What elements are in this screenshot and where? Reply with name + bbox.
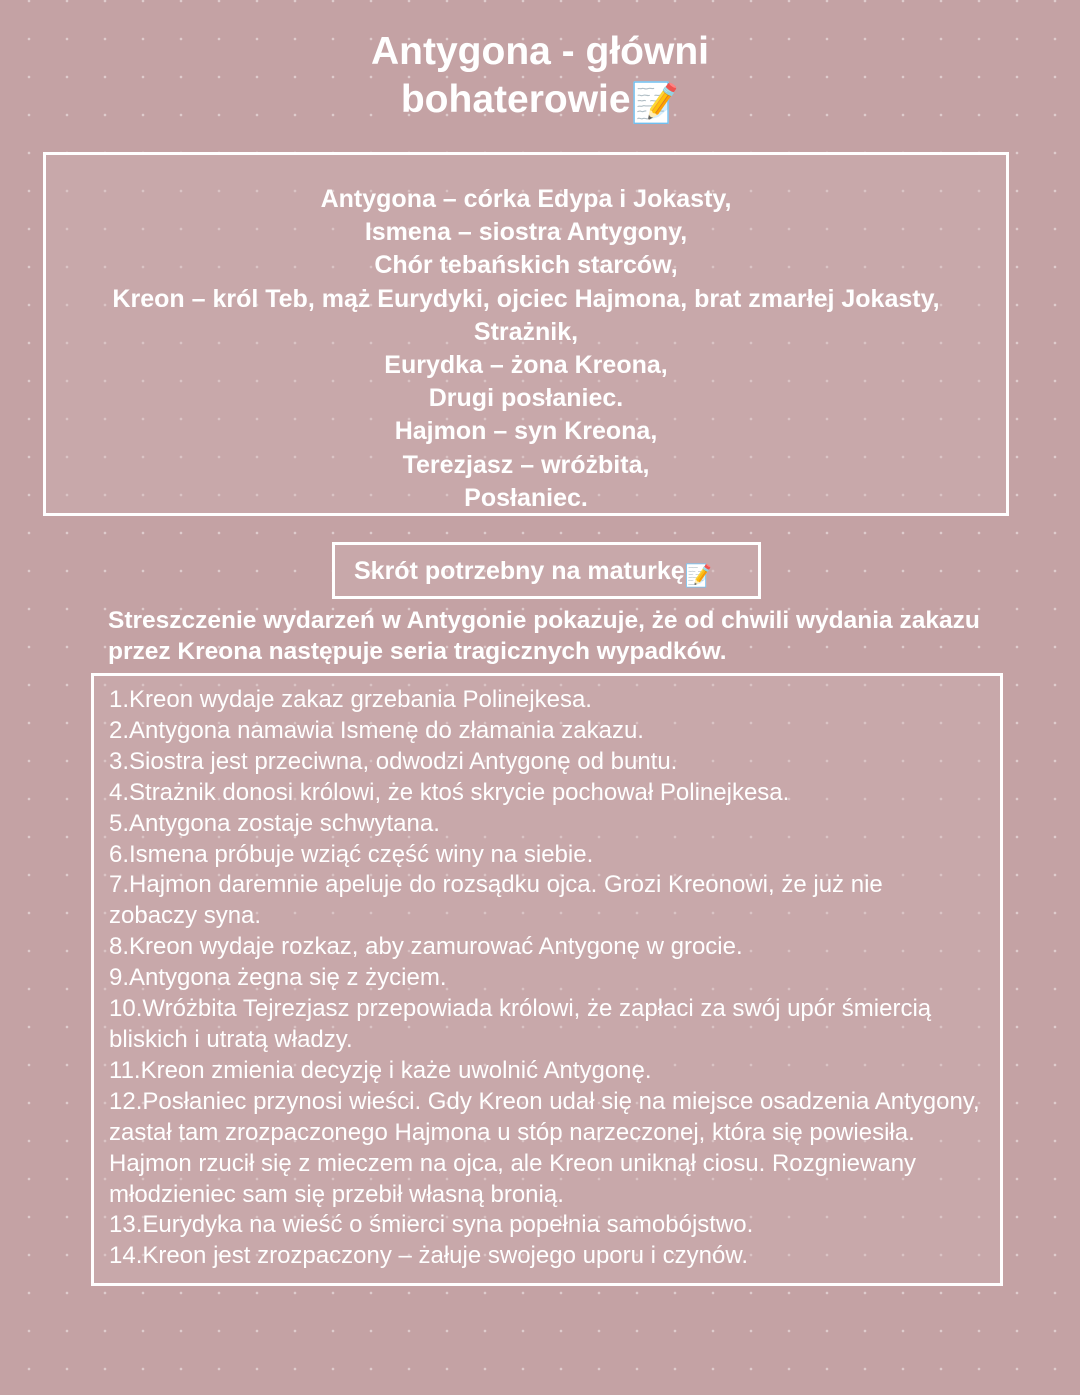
event-item: 1.Kreon wydaje zakaz grzebania Polinejkesa. xyxy=(109,686,592,713)
page-title xyxy=(0,28,1080,128)
summary-intro: Streszczenie wydarzeń w Antygonie pokazuje, że od chwili wydania zakazu przez Kreona następuje seria tragicznych wypadków. xyxy=(108,607,980,665)
event-item: 2.Antygona namawia Ismenę do złamania zakazu. xyxy=(109,716,644,744)
character-item: Hajmon – syn Kreona, xyxy=(394,417,658,446)
characters-box xyxy=(43,152,1009,516)
event-item: 8.Kreon wydaje rozkaz, aby zamurować Antygonę w grocie. xyxy=(109,933,743,961)
summary-heading: Skrót potrzebny na maturkę xyxy=(354,557,685,585)
character-item: Terezjasz – wróżbita, xyxy=(402,450,650,479)
event-item: 4.Strażnik donosi królowi, że ktoś skrycie pochował Polinejkesa. xyxy=(109,778,790,806)
event-item: 7.Hajmon daremnie apeluje do rozsądku ojca. Grozi Kreonowi, że już nie zobaczy syna. xyxy=(109,871,890,930)
events-list xyxy=(91,673,1003,1286)
title-line-1: Antygona - główni xyxy=(371,30,709,73)
character-item: Strażnik, xyxy=(473,317,579,346)
character-item: Drugi posłaniec. xyxy=(428,384,624,413)
title-line-2: bohaterowie xyxy=(400,78,631,121)
summary-heading-box xyxy=(332,542,761,599)
character-item: Chór tebańskich starców, xyxy=(374,251,678,280)
event-item: 13.Eurydyka na wieść o śmierci syna popełnia samobójstwo. xyxy=(109,1211,754,1239)
event-item: 9.Antygona żegna się z życiem. xyxy=(109,964,447,992)
event-item: 11.Kreon zmienia decyzję i każe uwolnić Antygonę. xyxy=(109,1056,652,1084)
event-item: 12.Posłaniec przynosi wieści. Gdy Kreon udał się na miejsce osadzenia Antygony, zastał tam zrozpaczonego Hajmona u stóp narzeczonej, która się powiesiła. Hajmon rzucił się z mieczem na ojca, ale Kreon uniknął ciosu. Rozgniewany młodzieniec sam się przebił własną bronią. xyxy=(109,1087,987,1208)
character-item: Ismena – siostra Antygony, xyxy=(364,218,688,247)
memo-icon: 📝 xyxy=(630,82,680,125)
character-item: Kreon – król Teb, mąż Eurydyki, ojciec Hajmona, brat zmarłej Jokasty, xyxy=(112,284,940,313)
character-item: Posłaniec. xyxy=(464,483,588,512)
event-item: 10.Wróżbita Tejrezjasz przepowiada królowi, że zapłaci za swój upór śmiercią bliskich i utratą władzy. xyxy=(109,995,938,1053)
event-item: 3.Siostra jest przeciwna, odwodzi Antygonę od buntu. xyxy=(109,747,678,775)
event-item: 6.Ismena próbuje wziąć część winy na siebie. xyxy=(109,840,594,868)
character-item: Antygona – córka Edypa i Jokasty, xyxy=(320,185,732,213)
character-item: Eurydka – żona Kreona, xyxy=(384,351,668,380)
event-item: 14.Kreon jest zrozpaczony – żałuje swojego uporu i czynów. xyxy=(109,1242,749,1270)
memo-icon: 📝 xyxy=(684,563,713,588)
event-item: 5.Antygona zostaje schwytana. xyxy=(109,809,440,837)
